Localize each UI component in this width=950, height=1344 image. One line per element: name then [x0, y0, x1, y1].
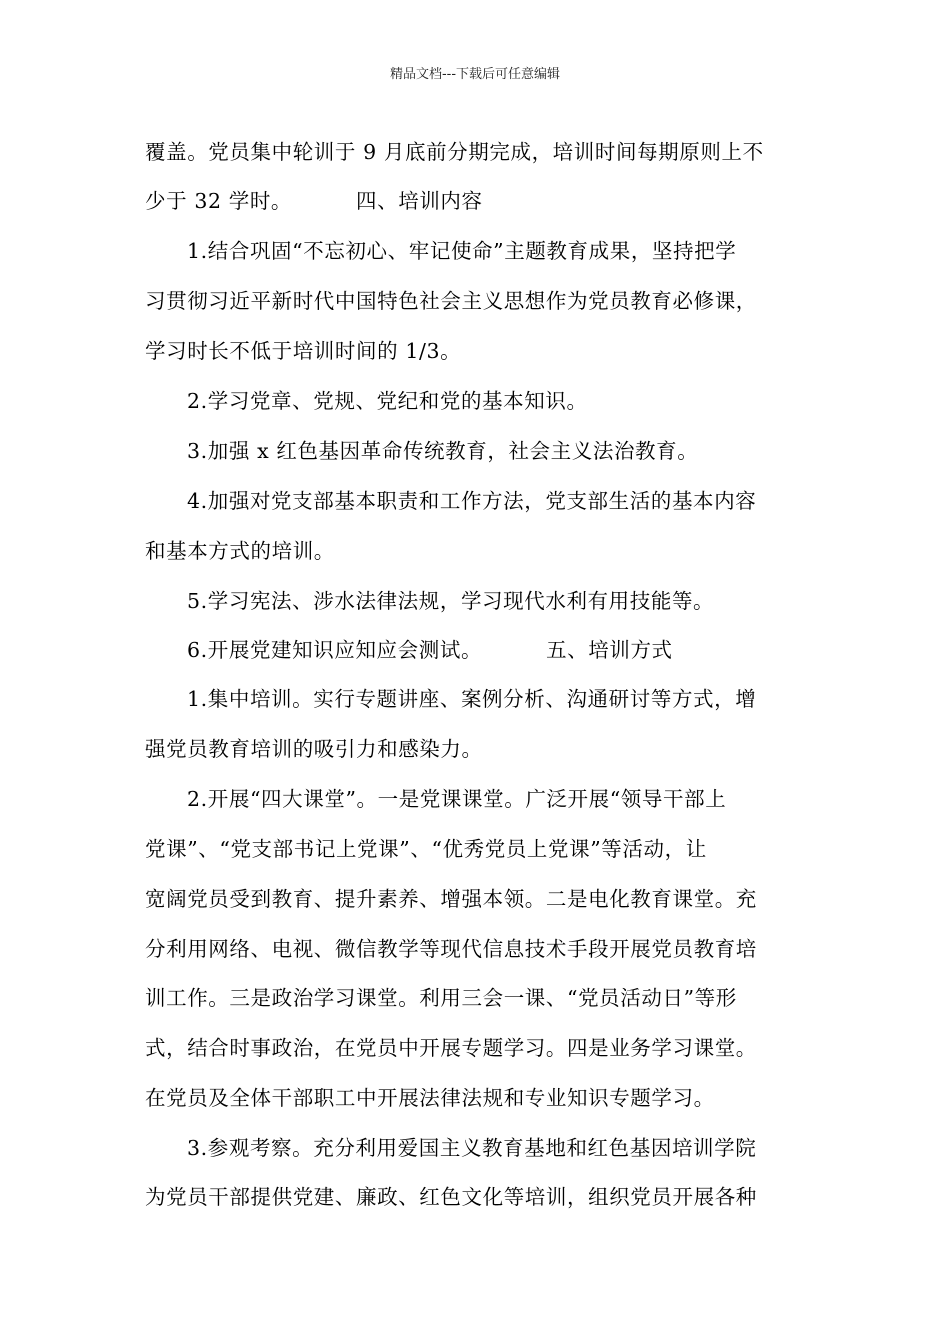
text-line: 为党员干部提供党建、廉政、红色文化等培训，组织党员开展各种 — [145, 1185, 757, 1209]
text-line: 强党员教育培训的吸引力和感染力。 — [145, 737, 483, 761]
text-line: 1.结合巩固“不忘初心、牢记使命”主题教育成果，坚持把学 — [187, 239, 737, 263]
page-header: 精品文档---下载后可任意编辑 — [389, 67, 561, 82]
text-line: 3.加强 x 红色基因革命传统教育，社会主义法治教育。 — [187, 439, 699, 463]
text-line — [145, 187, 483, 215]
text-line: 在党员及全体干部职工中开展法律法规和专业知识专题学习。 — [145, 1086, 715, 1110]
text-line: 2.学习党章、党规、党纪和党的基本知识。 — [187, 389, 588, 413]
text-line: 5.学习宪法、涉水法律法规，学习现代水利有用技能等。 — [187, 589, 715, 613]
section-heading: 五、培训方式 — [546, 638, 673, 662]
text-line — [187, 636, 673, 664]
text-segment: 少于 32 学时。 — [145, 189, 293, 213]
text-line: 党课”、“党支部书记上党课”、“优秀党员上党课”等活动，让 — [145, 837, 707, 861]
text-line: 习贯彻习近平新时代中国特色社会主义思想作为党员教育必修课， — [145, 289, 757, 313]
text-line: 3.参观考察。充分利用爱国主义教育基地和红色基因培训学院 — [187, 1136, 757, 1160]
text-line: 分利用网络、电视、微信教学等现代信息技术手段开展党员教育培 — [145, 937, 757, 961]
text-line: 覆盖。党员集中轮训于 9 月底前分期完成，培训时间每期原则上不 — [145, 140, 764, 164]
text-line: 学习时长不低于培训时间的 1/3。 — [145, 339, 462, 363]
text-line: 宽阔党员受到教育、提升素养、增强本领。二是电化教育课堂。充 — [145, 887, 757, 911]
text-line: 4.加强对党支部基本职责和工作方法，党支部生活的基本内容 — [187, 489, 757, 513]
text-line: 和基本方式的培训。 — [145, 539, 335, 563]
text-line: 1.集中培训。实行专题讲座、案例分析、沟通研讨等方式，增 — [187, 687, 757, 711]
section-heading: 四、培训内容 — [356, 189, 483, 213]
text-segment: 6.开展党建知识应知应会测试。 — [187, 638, 483, 662]
text-line: 训工作。三是政治学习课堂。利用三会一课、“党员活动日”等形 — [145, 986, 737, 1010]
text-line: 式，结合时事政治，在党员中开展专题学习。四是业务学习课堂。 — [145, 1036, 757, 1060]
text-line: 2.开展“四大课堂”。一是党课课堂。广泛开展“领导干部上 — [187, 787, 727, 811]
